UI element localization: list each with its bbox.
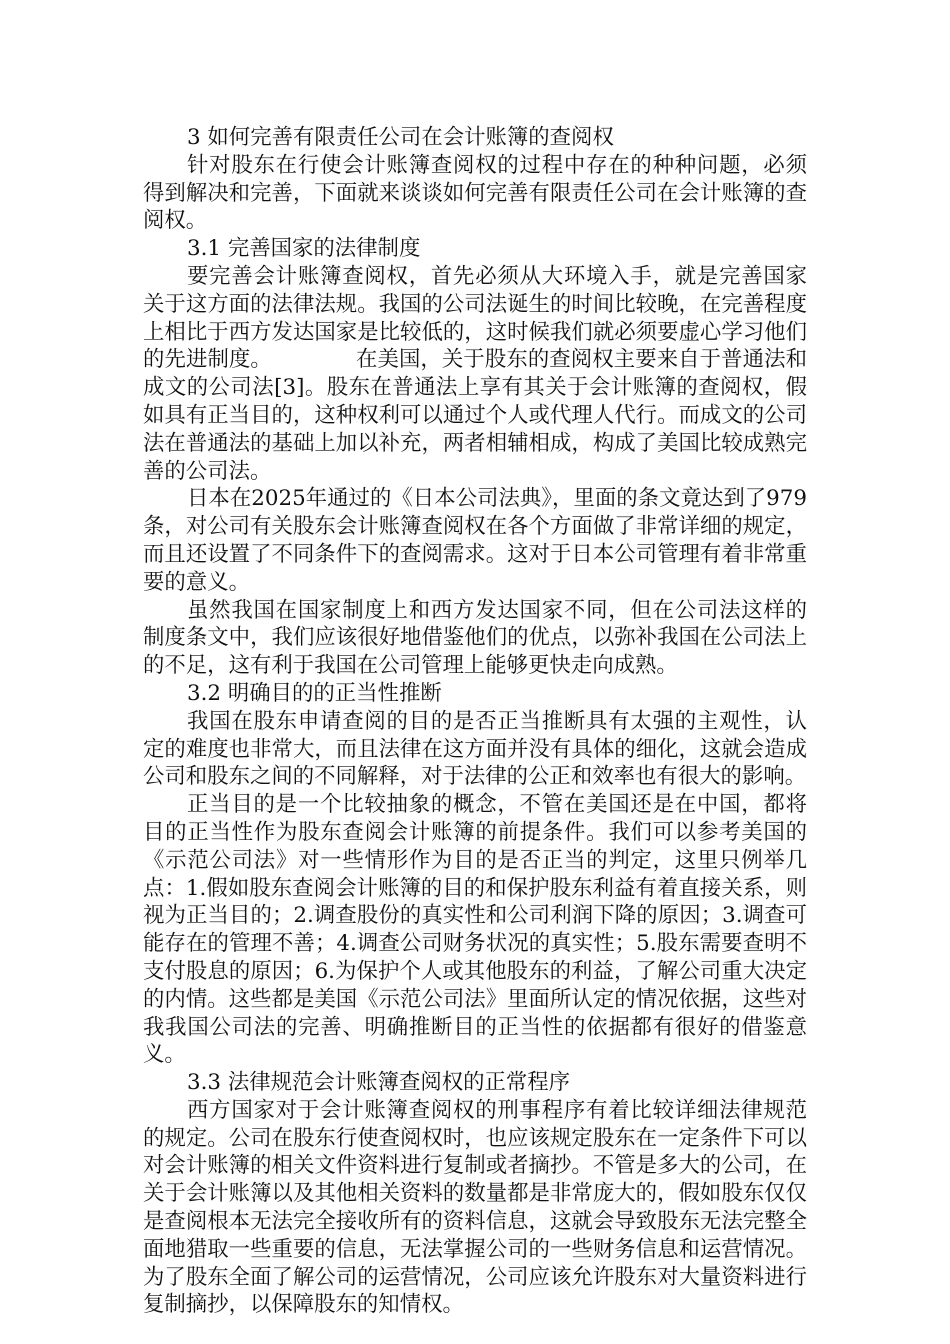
paragraph-legal-system-part-2: 在美国，关于股东的查阅权主要来自于普通法和成文的公司法[3]。股东在普通法上享有其关于会计账簿的查阅权，假如具有正当目的，这种权利可以通过个人或代理人代行。而成文的公司法在普通法的基础上加以补充，两者相辅相成，构成了美国比较成熟完善的公司法。 — [143, 347, 807, 484]
paragraph-legal-system-part-1: 要完善会计账簿查阅权，首先必须从大环境入手，就是完善国家关于这方面的法律法规。我国的公司法诞生的时间比较晚，在完善程度上相比于西方发达国家是比较低的，这时候我们就必须要虚心学习他们的先进制度。 — [143, 263, 807, 373]
paragraph-intro: 针对股东在行使会计账簿查阅权的过程中存在的种种问题，必须得到解决和完善，下面就来谈谈如何完善有限责任公司在会计账簿的查阅权。 — [143, 152, 807, 234]
section-heading-3-2: 3.2 明确目的的正当性推断 — [187, 680, 442, 706]
document-body — [143, 124, 807, 1319]
paragraph-legal-system — [143, 263, 807, 485]
paragraph-japan: 日本在2025年通过的《日本公司法典》，里面的条文竟达到了979条，对公司有关股东会计账簿查阅权在各个方面做了非常详细的规定，而且还设置了不同条件下的查阅需求。这对于日本公司管理有着非常重要的意义。 — [143, 486, 807, 595]
section-heading-3-3: 3.3 法律规范会计账簿查阅权的正常程序 — [187, 1070, 571, 1096]
section-heading-3: 3 如何完善有限责任公司在会计账簿的查阅权 — [187, 125, 614, 150]
paragraph-subjectivity: 我国在股东申请查阅的目的是否正当推断具有太强的主观性，认定的难度也非常大，而且法律在这方面并没有具体的细化，这就会造成公司和股东之间的不同解释，对于法律的公正和效率也有很大的影响。 — [143, 708, 807, 790]
paragraph-procedure: 西方国家对于会计账簿查阅权的刑事程序有着比较详细法律规范的规定。公司在股东行使查阅权时，也应该规定股东在一定条件下可以对会计账簿的相关文件资料进行复制或者摘抄。不管是多大的公司，在关于会计账簿以及其他相关资料的数量都是非常庞大的，假如股东仅仅是查阅根本无法完全接收所有的资料信息，这就会导致股东无法完整全面地猎取一些重要的信息，无法掌握公司的一些财务信息和运营情况。为了股东全面了解公司的运营情况，公司应该允许股东对大量资料进行复制摘抄，以保障股东的知情权。 — [143, 1097, 807, 1318]
paragraph-proper-purpose: 正当目的是一个比较抽象的概念，不管在美国还是在中国，都将目的正当性作为股东查阅会计账簿的前提条件。我们可以参考美国的《示范公司法》对一些情形作为目的是否正当的判定，这里只例举几点：1.假如股东查阅会计账簿的目的和保护股东利益有着直接关系，则视为正当目的；2.调查股份的真实性和公司利润下降的原因；3.调查可能存在的管理不善；4.调查公司财务状况的真实性；5.股东需要查明不支付股息的原因；6.为保护个人或其他股东的利益，了解公司重大决定的内情。这些都是美国《示范公司法》里面所认定的情况依据，这些对我我国公司法的完善、明确推断目的正当性的依据都有很好的借鉴意义。 — [143, 792, 807, 1068]
paragraph-learning: 虽然我国在国家制度上和西方发达国家不同，但在公司法这样的制度条文中，我们应该很好地借鉴他们的优点，以弥补我国在公司法上的不足，这有利于我国在公司管理上能够更快走向成熟。 — [143, 597, 807, 679]
section-heading-3-1: 3.1 完善国家的法律制度 — [187, 236, 421, 262]
